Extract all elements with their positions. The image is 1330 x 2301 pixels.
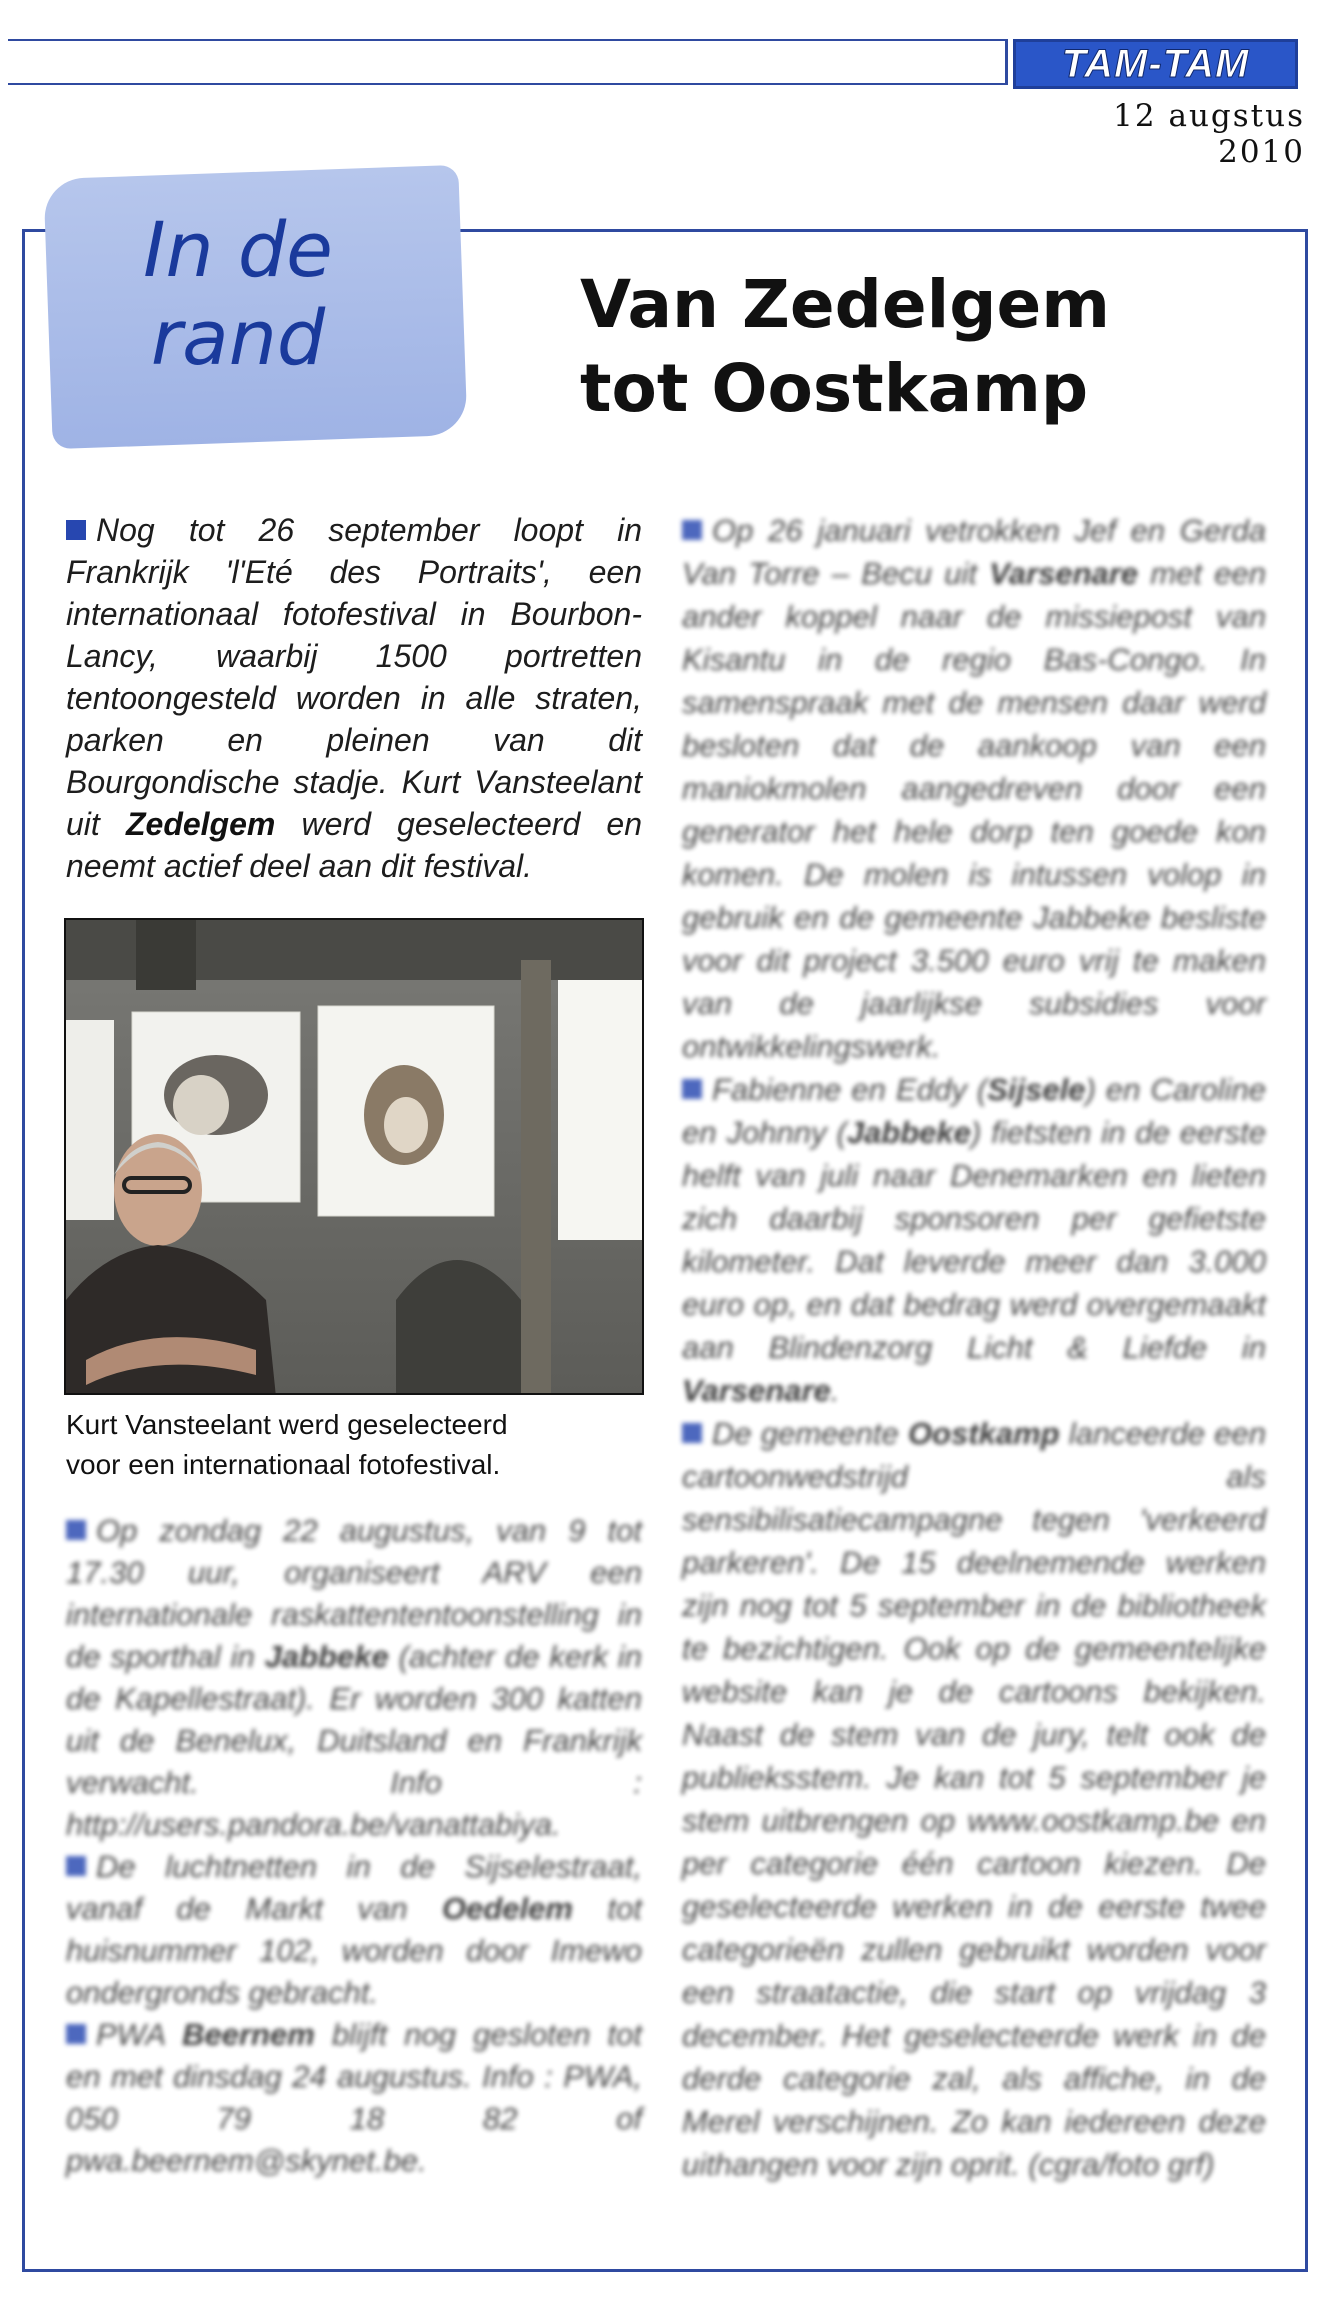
masthead-rule [8, 39, 1008, 85]
section-label-line2: rand [150, 293, 326, 382]
section-label-line1: In de [143, 205, 333, 294]
news-item-zedelgem: Nog tot 26 september loopt in Frankrijk 'l'Eté des Portraits', een internationaal fotofestival in Bourbon-Lancy, waarbij 1500 portretten tentoongesteld worden in alle straten, parken en pleinen van dit Bourgondische stadje. Kurt Vansteelant uit Zedelgem werd geselecteerd en neemt actief deel aan dit festival. [66, 512, 643, 884]
photo-caption [66, 1405, 656, 1485]
news-item-sijsele: Fabienne en Eddy (Sijsele) en Caroline en Johnny (Jabbeke) fietsten in de eerste helft van juli naar Denemarken en lieten zich daarbij sponsoren per gefietste kilometer. Dat leverde meer dan 3.000 euro op, en dat bedrag werd overgemaakt aan Blindenzorg Licht & Liefde in Varsenare. [682, 1072, 1266, 1408]
section-label [48, 206, 428, 382]
right-column [682, 509, 1266, 2186]
news-item-jabbeke: Op zondag 22 augustus, van 9 tot 17.30 uur, organiseert ARV een internationale raskattententoonstelling in de sporthal in Jabbeke (achter de kerk in de Kapellestraat). Er worden 300 katten uit de Benelux, Duitsland en Frankrijk verwacht. Info : http://users.pandora.be/vanattabiya. [66, 1513, 642, 1842]
publication-date: 12 augstus 2010 [1113, 98, 1305, 170]
bullet-square-icon [66, 1520, 86, 1540]
article-headline [580, 263, 1180, 431]
left-column-lower [66, 1510, 642, 2182]
bullet-square-icon [66, 1856, 86, 1876]
publication-logo: TAM-TAM [1013, 39, 1298, 89]
bullet-square-icon [66, 520, 86, 540]
headline-line1: Van Zedelgem [580, 266, 1110, 343]
bullet-square-icon [682, 1079, 702, 1099]
festival-photo-illustration [66, 920, 644, 1395]
news-item-oostkamp: De gemeente Oostkamp lanceerde een cartoonwedstrijd als sensibilisatiecampagne tegen 'verkeerd parkeren'. De 15 deelnemende werken zijn nog tot 5 september in de bibliotheek te bezichtigen. Ook op de gemeentelijke website kan je de cartoons bekijken. Naast de stem van de jury, telt ook de publieksstem. Je kan tot 5 september je stem uitbrengen op www.oostkamp.be en per categorie één cartoon kiezen. De geselecteerde werken in de eerste twee categorieën zullen gebruikt worden voor een straatactie, die start op vrijdag 3 december. Het geselecteerde werk in de derde categorie zal, als affiche, in de Merel verschijnen. Zo kan iedereen deze uithangen voor zijn oprit. (cgra/foto grf) [682, 1416, 1267, 2182]
bullet-square-icon [682, 520, 702, 540]
photo-caption-line1: Kurt Vansteelant werd geselecteerd [66, 1409, 508, 1440]
news-item-beernem: PWA Beernem blijft nog gesloten tot en met dinsdag 24 augustus. Info : PWA, 050 79 18 82 of pwa.beernem@skynet.be. [66, 2017, 642, 2178]
news-item-oedelem: De luchtnetten in de Sijselestraat, vanaf de Markt van Oedelem tot huisnummer 102, worden door Imewo ondergronds gebracht. [66, 1849, 642, 2010]
news-item-varsenare: Op 26 januari vetrokken Jef en Gerda Van Torre – Becu uit Varsenare met een ander koppel naar de missiepost van Kisantu in de regio Bas-Congo. In samenspraak met de mensen daar werd besloten dat de aankoop van een maniokmolen aangedreven door een generator het hele dorp ten goede kon komen. De molen is intussen volop in gebruik en de gemeente Jabbeke besliste voor dit project 3.500 euro vrij te maken van de jaarlijkse subsidies voor ontwikkelingswerk. [682, 513, 1266, 1064]
bullet-square-icon [66, 2024, 86, 2044]
headline-line2: tot Oostkamp [580, 350, 1089, 427]
left-column-lead [66, 509, 642, 887]
article-photo [64, 918, 644, 1395]
bullet-square-icon [682, 1423, 702, 1443]
photo-caption-line2: voor een internationaal fotofestival. [66, 1449, 501, 1480]
